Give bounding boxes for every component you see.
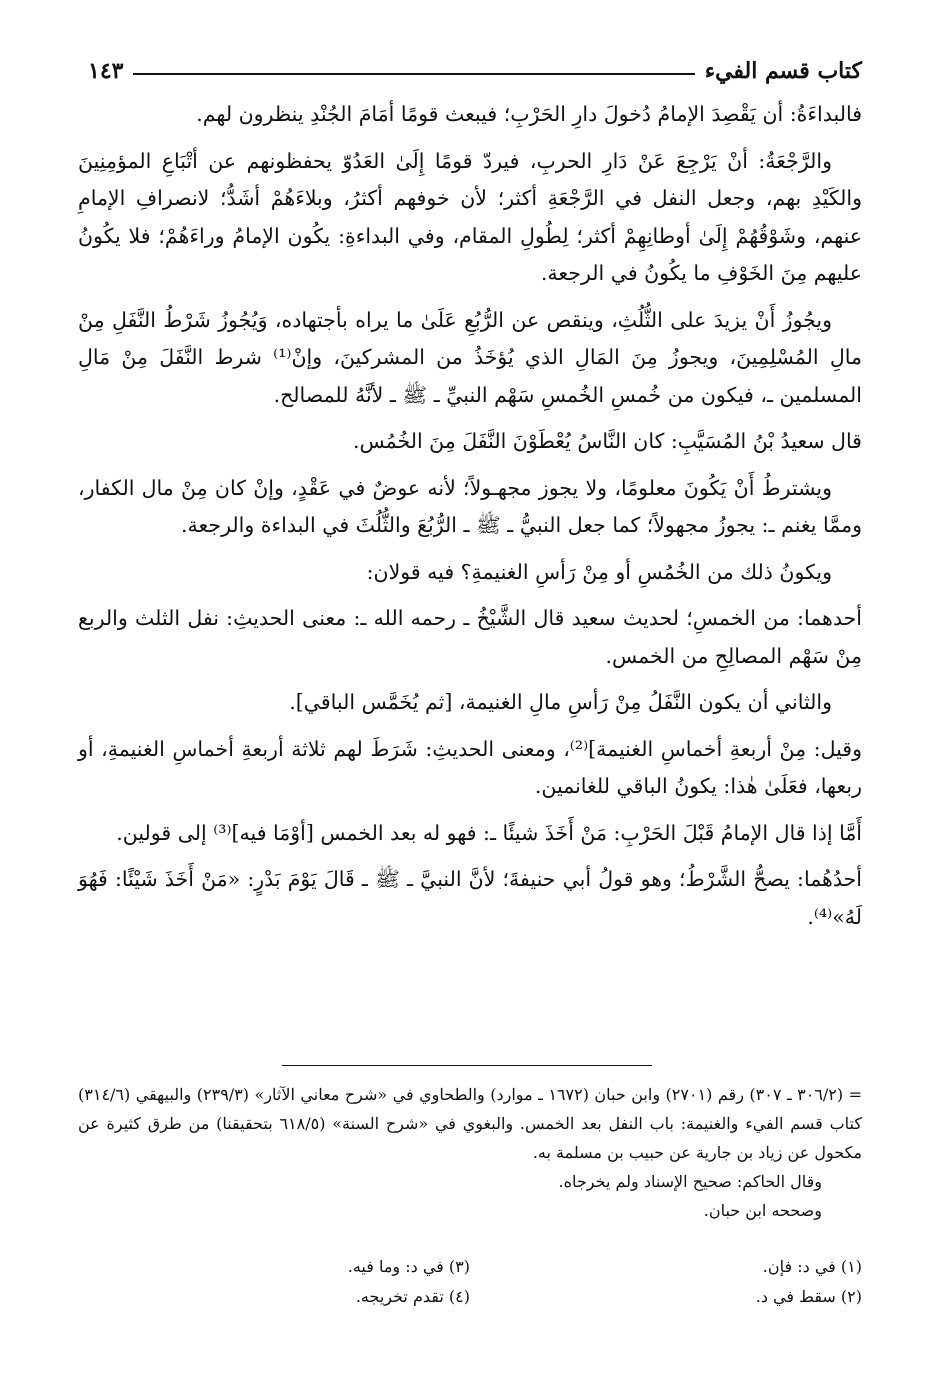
footnote-3: (٣) في د: وما فيه. — [347, 1257, 470, 1276]
paragraph-bidaa: فالبداءَةُ: أن يَقْصِدَ الإمامُ دُخولَ دارِ الحَرْبِ؛ فيبعث قومًا أمَامَ الجُنْدِ ينظرون لهم. — [196, 102, 862, 126]
paragraph-known-condition: ويشترطُ أَنْ يَكُونَ معلومًا، ولا يجوز مجهـولاً؛ لأنه عوضٌ في عَقْدٍ، وإنْ كان مِنْ مال الكفار، وممَّا يغنم ـ: يجوزُ مجهولاً؛ كما جعل النبيُّ ـ ﷺ ـ الرُّبُعَ والثُّلُثَ في البداءة والرجعة. — [78, 475, 862, 537]
footnote-hakim: وقال الحاكم: صحيح الإسناد ولم يخرجاه. — [558, 1172, 822, 1191]
header-rule — [133, 73, 694, 75]
paragraph-two-views: ويكونُ ذلك من الخُمُسِ أو مِنْ رَأسِ الغنيمةِ؟ فيه قولان: — [366, 559, 832, 584]
main-text — [78, 96, 862, 945]
paragraph-imam-before-war: أَمَّا إذا قال الإمامُ قَبْلَ الحَرْبِ: مَنْ أَخَذَ شيئًا ـ: فهو له بعد الخمس [أوْمَا فيه]⁽³⁾ إلى قولين. — [116, 820, 862, 845]
footnote-4: (٤) تقدم تخريجه. — [355, 1287, 470, 1306]
footnote-1: (١) في د: فإن. — [762, 1257, 862, 1276]
footnote-2: (٢) سقط في د. — [755, 1287, 862, 1306]
paragraph-second-view: والثاني أن يكون النَّفَلُ مِنْ رَأسِ مالِ الغنيمة، [ثم يُخَمَّس الباقي]. — [289, 690, 832, 714]
footnotes — [78, 1080, 862, 1225]
paragraph-first-opinion: أحدُهُما: يصحُّ الشَّرْطُ؛ وهو قولُ أبي حنيفةَ؛ لأنَّ النبيَّ ـ ﷺ ـ قَالَ يَوْمَ بَدْرٍ: «مَنْ أَخَذَ شَيْئًا: فَهُوَ لَهُ»⁽⁴⁾. — [78, 867, 862, 929]
chapter-title: كتاب قسم الفيء — [704, 58, 862, 84]
footnote-continued: = (٣٠٦/٢ ـ ٣٠٧) رقم (٢٧٠١) وابن حبان (١٦٧٢ ـ موارد) والطحاوي في «شرح معاني الآثار» (٢٣٩/٣) والبيهقي (٣١٤/٦) كتاب قسم الفيء والغنيمة: باب النفل بعد الخمس. والبغوي في «شرح السنة» (٦١٨/٥ بتحقيقنا) من طرق كثيرة عن مكحول عن زياد بن جارية عن حبيب بن مسلمة به. — [78, 1085, 863, 1162]
paragraph-other-view: وقيل: مِنْ أربعةِ أخماسِ الغنيمة]⁽²⁾، ومعنى الحديثِ: شَرَطَ لهم ثلاثة أربعةِ أخماسِ الغنيمةِ، أو ربعها، فعَلَىٰ هٰذا: يكونُ الباقي للغانمين. — [78, 736, 862, 798]
footnote-list — [78, 1252, 862, 1312]
paragraph-first-view: أحدهما: من الخمسِ؛ لحديث سعيد قال الشَّيْخُ ـ رحمه الله ـ: معنى الحديثِ: نفل الثلث والربع مِنْ سَهْم المصالِحِ من الخمس. — [78, 606, 862, 668]
paragraph-ibn-musayyib: قال سعيدُ بْنُ المُسَيَّبِ: كان النَّاسُ يُعْطَوْنَ النَّفَلَ مِنَ الخُمُس. — [352, 429, 862, 453]
paragraph-nafal-amount: ويجُوزُ أَنْ يزيدَ على الثُّلُثِ، وينقص عن الرُّبُعِ عَلَىٰ ما يراه بأجتهاده، وَيُجُوزُ شَرْطُ النَّفَلِ مِنْ مالِ المُسْلِمِينَ، ويجوزُ مِنَ المَالِ الذي يُؤخَذُ من المشركينَ، وإنْ⁽¹⁾ شرط النَّفَلَ مِنْ مَالِ المسلمين ـ، فيكون من خُمسِ الخُمسِ سَهْم النبيِّ ـ ﷺ ـ لأنَّهُ للمصالح. — [78, 307, 862, 407]
page-number: ١٤٣ — [88, 58, 124, 84]
footnote-separator — [282, 1065, 652, 1066]
footnote-ibn-hibban: وصححه ابن حبان. — [703, 1201, 822, 1220]
page-header — [88, 50, 862, 84]
paragraph-rajaa: والرَّجْعَةُ: أنْ يَرْجِعَ عَنْ دَارِ الحربِ، فيردّ قومًا إِلَىٰ العَدُوّ يحفظونهم عن أتْبَاعِ المؤمِنِينَ والكَيْدِ بهم، وجعل النفل في الرَّجْعَةِ أكثر؛ لأن خوفهم أكثرُ، وبلاءَهُمْ أشَدُّ؛ لانصرافِ الإمامِ عنهم، وشَوْقُهُمْ إِلَىٰ أوطانِهِمْ أكثر؛ لِطُولِ المقام، وفي البداءةِ: يكُون الإمامُ وراءَهُمْ؛ فلا يكُونُ عليهم مِنَ الخَوْفِ ما يكُونُ في الرجعة. — [78, 148, 862, 285]
